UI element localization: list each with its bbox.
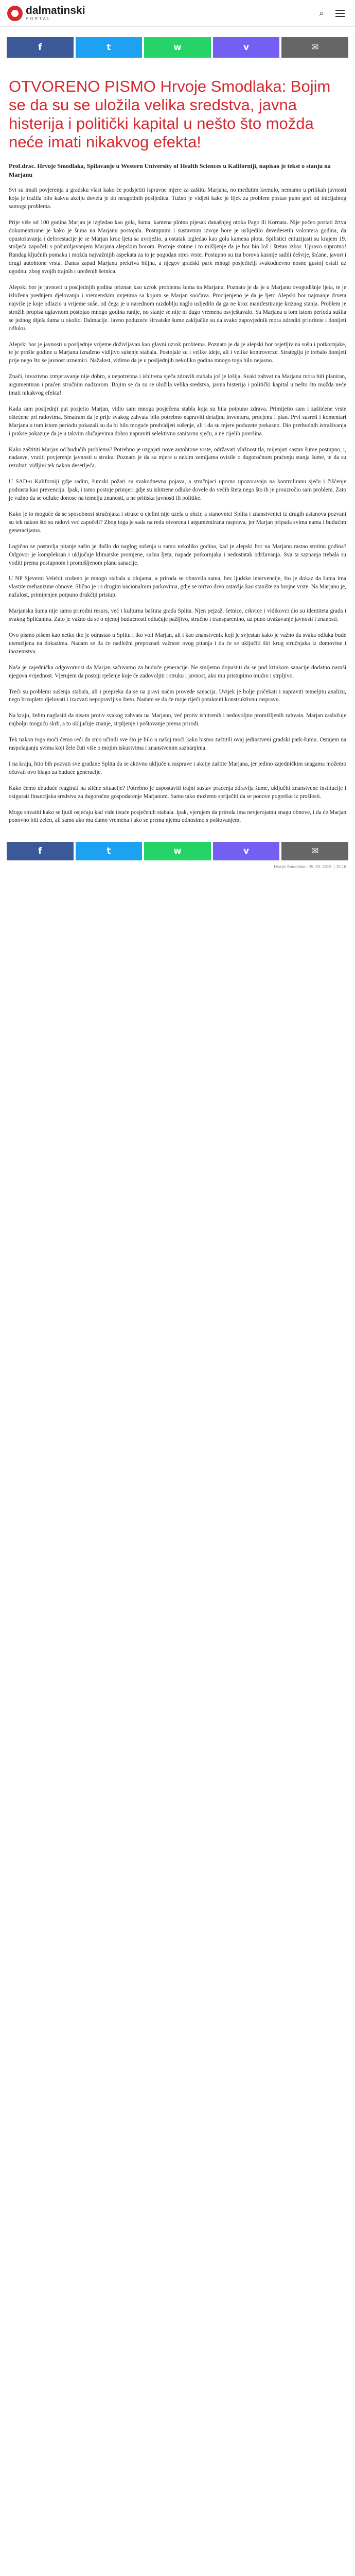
article-paragraph: Tek nakon toga moći ćemo reći da smo učinili sve što je bilo u našoj moći kako bismo zaštitili ovaj jedinstveni gradski park-šumu. Ostajem na raspolaganju svima koji žele čuti više o mojim iskustvima i znanstvenim saznanjima. [9,737,346,752]
article-paragraph: Kako zaštititi Marjan od budućih problema? Potrebno je uzgajati nove autohtone vrste, održavati vlažnost tla, mijenjati sastav šume postupno, i, nadasve, vratiti povjerenje javnosti u struku. Poznato je da su mjere u nekim zemljama ovisile o dugoročnom praćenju stanja šume, te da su rezultati vidljivi tek nakon desetljeća. [9,446,346,469]
twitter-share-button-bottom[interactable]: t [76,842,143,860]
article-paragraph: Naša je zajednička odgovornost da Marjan sačuvamo za buduće generacije. Ne smijemo dopustiti da se pod krinkom sanacije dodatno naruši njegova vrijednost. Vjerujem da postoji rješenje koje će zadovoljiti i struku i javnost, ako mu pristupimo mudro i strpljivo. [9,664,346,679]
article-paragraph: Mogu shvatiti kako se ljudi osjećaju kad vide tisuće posječenih stabala. Ipak, vjerujem da priroda ima nevjerojatnu snagu obnove, i da će Marjan ponovno biti zelen, ali samo ako mu damo vremena i ako se prema njemu odnosimo s poštovanjem. [9,809,346,824]
article-paragraph: Kada sam posljednji put posjetio Marjan, vidio sam mnoga posječena stabla koja su bila potpuno zdrava. Primijetio sam i zaštićene vrste oštećene pri radovima. Smatram da je prije svakog zahvata bilo potrebno napraviti detaljnu inventuru, procjenu i plan. Prvi susreti i komentari Marjana u tom istom periodu pokazali su da bi bilo moguće predvidjeti sušenje, ali i da su mjere poduzete prekasno. Dio prethodnih istraživanja i prakse pokazuje da je u takvim slučajevima dobro napraviti selektivnu sanitarnu sječu, a ne cijelih površina. [9,405,346,437]
logo-mark-icon [7,6,23,21]
email-share-button[interactable]: ✉ [281,37,348,58]
hamburger-icon [335,10,345,17]
article [0,77,355,825]
article-paragraph: Treći su problemi sušenja stabala, ali i prepreka da se na pravi način provede sanacija. Uvijek je bolje pričekati i napraviti temeljitu analizu, nego brzopleto djelovati i izazvati nepopravljivu štetu. Nadam se da će moje riječi potaknuti konstruktivnu raspravu. [9,688,346,703]
share-bar-top [0,27,355,73]
facebook-share-button[interactable]: f [7,37,74,58]
article-paragraph: Alepski bor je javnosti u posljednjih godina priznan kao uzrok problema šuma na Marjanu. Poznato je da je u Marjanu ovogodišnje ljeta, te je izložena prednjem djelovanju i vremenskim uvjetima sa kojom se Marjan suočava. Procijenjeno je da je ljeto Alepski bor najmanje drveta najviše je koje odlazio u vrijeme suše, od čega je u narednom razdoblju naglo usljedilo da ga ne kroz manifestiranje kriznog stanja. Problem je strožih propisa uglavnom postojao mnogo godina ranije, no stanje se nije ni dugo vremena osvještavalo. Sa Marjana u tom istom periodu sušila se jednog dijela šuma u okolici Dalmacije. Javno poduzeće Hrvatske šume zaključile su da svako zapovjednik mora odrediti prioritete i donijeti odluku. [9,284,346,332]
article-paragraph: Svi su imali povjerenja u gradsku vlast kako će podsjetiti ispravne mjere za zaštitu Marjana, no međutim krenulo, nemamo u prilikah javnosti koja je tražila bilo kakvu akciju dovela je do neugodnih posljedica. Tužno je vidjeti kako je lijek za problem postao puno gori od inicijalnog samoga problema. [9,187,346,210]
article-paragraph: Na kraju, želim naglasiti da nisam protiv svakog zahvata na Marjanu, već protiv ishitrenih i nedovoljno promišljenih zahvata. Marjan zaslužuje najbolju moguću skrb, a to uključuje znanje, strpljenje i poštovanje prema prirodi. [9,713,346,727]
article-paragraph: Prije više od 100 godina Marjan je izgledao kao gola, šuma, kamena plotna pijesak današnjeg otoka Pago ili Kornata. Nije počeo postati žrtva dokumentirane je kako je šuma na Marjanu postojala. Postupnim i sustavnim izvoje bore je uslijedilo devedesetih volontera godina, da opustošavanja i deforestacije je se Marjan kroz ljeta sa uvriježio, a ostatak izgledao kao gola kamena plota. Spilistici entuzijasti su krajem 19. stoljeća započeli s pošumljavanjem Marjana alepskim borom. Postoje stotine i to mišljenje da je bor bio loš i štetan izbor. Upravo suprotno! Randag ključnih pomaka i možda najvažnijih aspekata za to je pogodan stres vrste. Postupno su iza borova kasnije sadili češvije, šićane, javori i drugi autohtone vrsta. Danas zapad Marjana prekriva biljna, a njegov gradski park mnogi posjetitelji svakodnevno nosne gustoj ostali uz ugodnu, zbog svojih trajnih i uređenih šetnica. [9,219,346,275]
logo-wordmark [26,6,85,21]
article-paragraph: Marjanska šuma nije samo prirodni resurs, već i kulturna baština grada Splita. Njen pejzaž, šetnice, crkvice i vidikovci dio su identiteta grada i svakog Splićanina. Zato je važno da se o njenoj budućnosti odlučuje pažljivo, stručno i transparentno, uz puno uvažavanje javnosti i znanosti. [9,608,346,623]
article-paragraph: Kako je to moguće da se sposobnost stručnjaka i struke u cjelini nije uzela u obzir, a stanovnici Splita i znanstvenici iz drugih ustanova pozvani su tek nakon što su radovi već započeli? Zbog toga je sada na redu otvorena i argumentirana rasprava, jer Marjan pripada svima nama i budućim generacijama. [9,511,346,534]
article-paragraph: Ovo pismo pišem kao netko tko je odrastao u Splitu i tko voli Marjan, ali i kao znanstvenik koji je svjestan kako je važno da svaka odluka bude utemeljena na dokazima. Nadam se da će nadležni prepoznati važnost ovog pitanja i da će se uključiti širi krug stručnjaka iz domovine i inozemstva. [9,632,346,655]
site-header [0,0,355,27]
article-paragraph: I na kraju, htio bih pozvati sve građane Splita da se aktivno uključe u rasprave i akcije zaštite Marjana, jer jedino zajedničkim snagama možemo očuvati ovo blago za buduće generacije. [9,760,346,775]
viber-share-button-bottom[interactable]: v [213,842,280,860]
article-paragraph: Znači, invazivno izmjeravanje nije dobro, a nepotrebna i ishitrena sječa zdravih stabala još je lošija. Svaki zahvat na Marjanu mora biti planiran, argumentiran i praćen stručnim nadzorom. Bojim se da su se uložila velika sredstva, javna histerija i politički kapital u nešto što možda neće imati nikakvog efekta! [9,374,346,397]
article-paragraph: Alepski bor je javnosti u posljednje vrijeme doživljavan kao glavni uzrok problema. Poznato je da je alepski bor osjetljiv na sušu i potkornjake, te je prošle godine u Marjanu izrađeno vidljivo sušenje stabala. Postojale su i velike ideje, ali i velike kontroverze. Strategiju je trebalo donijeti prije nego što se javnost uznemiri. Nažalost, vidimo da je u posljednjih nekoliko godina mnogo toga bilo nejasno. [9,341,346,364]
logo-main-text: dalmatinski [26,4,85,16]
search-icon[interactable]: ⌕ [319,8,324,19]
viber-share-button[interactable]: v [213,37,280,58]
article-meta: Hrvoje Smodlaka | 05. 03. 2019. | 15:16 [274,865,346,870]
article-paragraph: Logično se postavlja pitanje zašto je došlo do naglog sušenja u samo nekoliko godina, kad je alepski bor na Marjanu rastao stotinu godina? Odgovor je kompleksan i uključuje klimatske promjene, sušna ljeta, napade potkornjaka i nedostatak održavanja. Sva ta saznanja trebala su voditi prema postupnom i promišljenom planu sanacije. [9,543,346,566]
whatsapp-share-button-bottom[interactable]: w [144,842,211,860]
article-paragraph: Kako ćemo ubuduće reagirati na slične situacije? Potrebno je uspostaviti trajni sustav praćenja zdravlja šume, uključiti znanstvene institucije i osigurati financijska sredstva za dugoročno gospodarenje Marjanom. Samo tako možemo spriječiti da se ponove pogreške iz prošlosti. [9,785,346,800]
facebook-share-button-bottom[interactable]: f [7,842,74,860]
twitter-share-button[interactable]: t [76,37,143,58]
article-body [9,187,346,825]
article-paragraph: U SAD-u Kaliforniji gdje radim, šumski požari su svakodnevna pojava, a stručnjaci uporno upozoravaju na kontroliranu sječu i čišćenje podrasta kao prevenciju. Ipak, i tamo postoje primjeri gdje su ishitrene odluke dovele do većih šteta nego što ih je prouzročio sam problem. Zato je važno da se odluke donose na temelju znanosti, a ne pritiska javnosti ili politike. [9,479,346,502]
article-title: OTVORENO PISMO Hrvoje Smodlaka: Bojim se da su se uložila velika sredstva, javna histerija i politički kapital u nešto što možda neće imati nikakvog efekta! [9,77,331,151]
share-bar-bottom [0,833,355,860]
article-paragraph: U NP Sjeverni Velebit srušeno je mnogo stabala u olujama, a priroda se obnovila sama, bez ljudske intervencije, što je dokaz da šuma ima vlastite mehanizme obnove. Slično je i s drugim nacionalnim parkovima, gdje se mrtvo drvo ostavlja kao stanište za brojne vrste. Na Marjanu je, nažalost, primijenjen potpuno drukčiji pristup. [9,575,346,599]
menu-button[interactable] [332,6,348,21]
article-subtitle: Prof.dr.sc. Hrvoje Smodlaka, Spilavanje u Western University of Health Sciences u Kaliforniji, napisao je tekst o stanju na Marjanu [9,162,331,178]
logo-sub-text: PORTAL [26,16,51,21]
whatsapp-share-button[interactable]: w [144,37,211,58]
site-logo[interactable] [7,6,85,21]
email-share-button-bottom[interactable]: ✉ [281,842,348,860]
